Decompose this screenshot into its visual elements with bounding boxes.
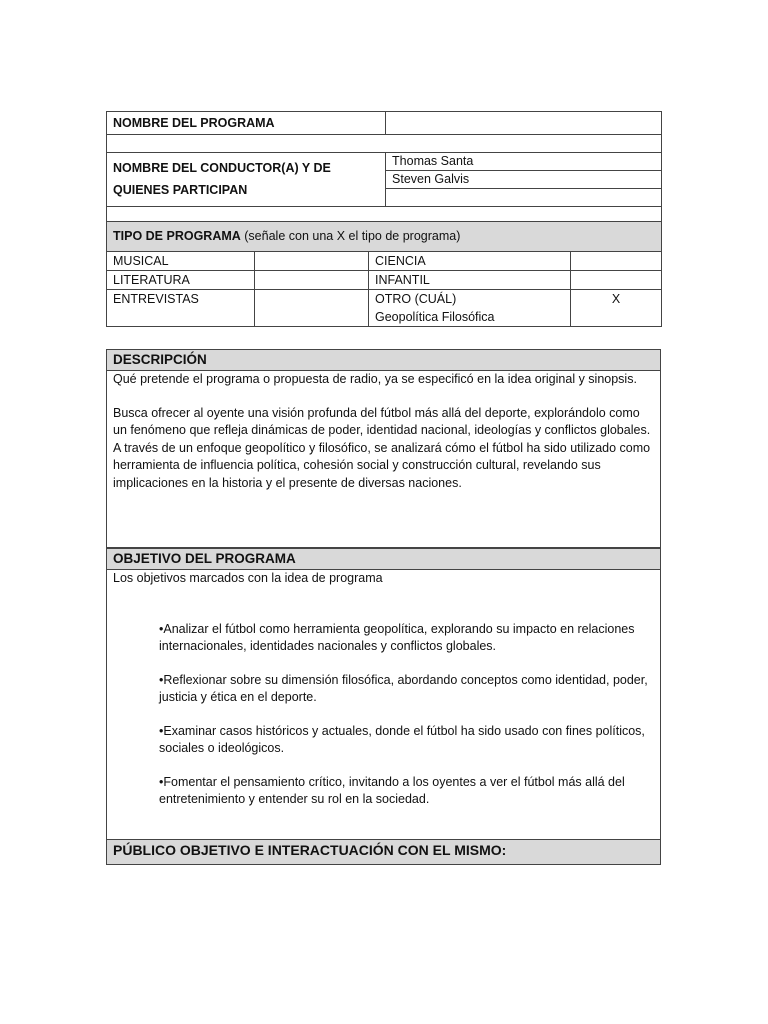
tipo-option-mark[interactable] [571, 252, 662, 271]
program-name-value[interactable] [386, 112, 662, 135]
tipo-programa-instruction: (señale con una X el tipo de programa) [240, 229, 461, 243]
descripcion-body: Busca ofrecer al oyente una visión profunda del fútbol más allá del deporte, explorándolo como un fenómeno que refleja dinámicas de poder, identidad nacional, ideologías y conflictos globales. A través de un enfoque geopolítico y filosófico, se analizará cómo el fútbol ha sido utilizado como herramienta de influencia política, cohesión social y construcción cultural, revelando sus implicaciones en la historia y el presente de diversas naciones. [113, 405, 651, 490]
objetivo-item: •Fomentar el pensamiento crítico, invitando a los oyentes a ver el fútbol más allá del entretenimiento y entender su rol en la sociedad. [159, 774, 625, 806]
tipo-option-mark[interactable] [255, 252, 369, 271]
objetivo-item: •Analizar el fútbol como herramienta geopolítica, explorando su impacto en relaciones internacionales, identidades nacionales y conflictos globales. [159, 621, 635, 653]
objetivo-section [106, 548, 661, 865]
tipo-option-label: INFANTIL [369, 271, 571, 290]
objetivo-item: •Reflexionar sobre su dimensión filosófica, abordando conceptos como identidad, poder, justicia y ética en el deporte. [159, 672, 648, 704]
tipo-programa-title: TIPO DE PROGRAMA [113, 229, 241, 243]
descripcion-header: DESCRIPCIÓN [107, 350, 661, 371]
descripcion-intro: Qué pretende el programa o propuesta de radio, ya se especificó en la idea original y sinopsis. [113, 372, 637, 386]
publico-header: PÚBLICO OBJETIVO E INTERACTUACIÓN CON EL MISMO: [107, 840, 661, 865]
tipo-option-label: MUSICAL [107, 252, 255, 271]
program-info-table [106, 111, 662, 327]
descripcion-content[interactable] [107, 371, 661, 548]
conductor-label: NOMBRE DEL CONDUCTOR(A) Y DE QUIENES PARTICIPAN [107, 153, 386, 207]
tipo-option-mark[interactable]: X [571, 290, 662, 327]
program-name-label: NOMBRE DEL PROGRAMA [107, 112, 386, 135]
tipo-option-label: OTRO (CUÁL) Geopolítica Filosófica [369, 290, 571, 327]
tipo-option-mark[interactable] [255, 290, 369, 327]
objetivo-header: OBJETIVO DEL PROGRAMA [107, 549, 661, 570]
participant-1[interactable]: Thomas Santa [386, 153, 662, 171]
tipo-option-mark[interactable] [571, 271, 662, 290]
objetivo-list [113, 621, 654, 809]
participant-2[interactable]: Steven Galvis [386, 171, 662, 189]
spacer-row [107, 207, 662, 222]
objetivo-intro: Los objetivos marcados con la idea de programa [113, 571, 383, 585]
tipo-option-label: LITERATURA [107, 271, 255, 290]
tipo-programa-header [107, 222, 662, 252]
objetivo-content[interactable] [107, 570, 661, 840]
tipo-option-mark[interactable] [255, 271, 369, 290]
descripcion-section [106, 349, 661, 548]
tipo-option-label: ENTREVISTAS [107, 290, 255, 327]
participant-3[interactable] [386, 189, 662, 207]
spacer-row [107, 135, 662, 153]
objetivo-item: •Examinar casos históricos y actuales, donde el fútbol ha sido usado con fines políticos, sociales o ideológicos. [159, 723, 645, 755]
tipo-option-label: CIENCIA [369, 252, 571, 271]
